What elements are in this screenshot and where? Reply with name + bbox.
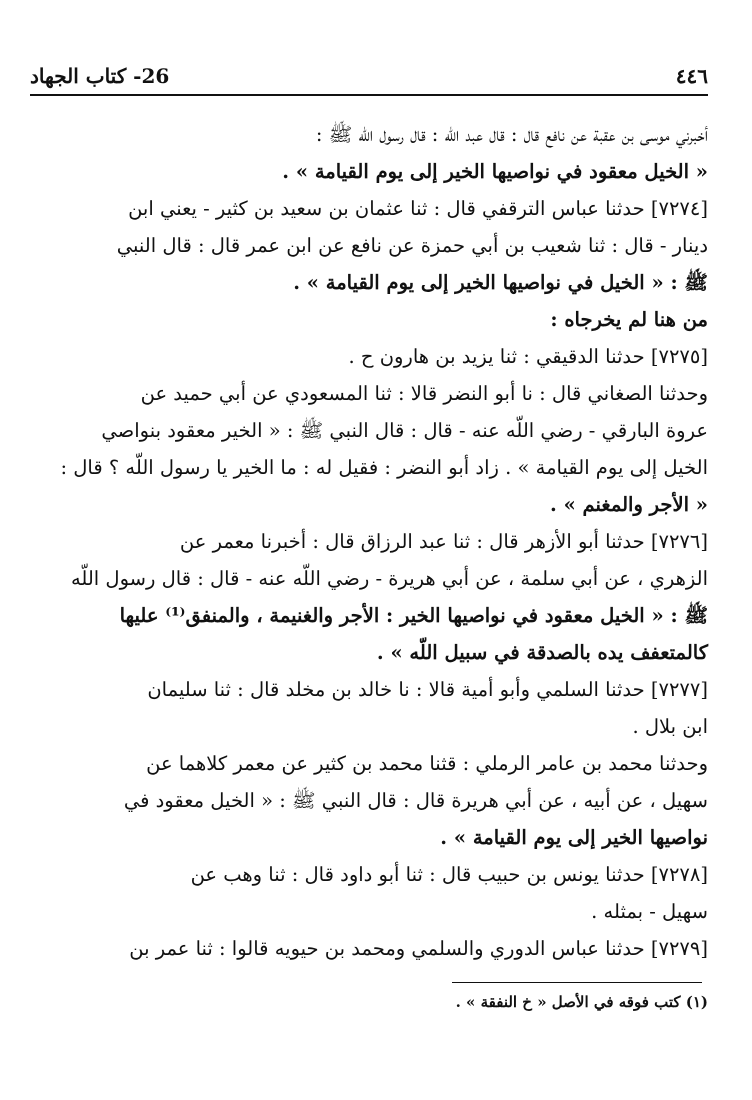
hadith-7278-line: [٧٢٧٨] حدثنا يونس بن حبيب قال : ثنا أبو داود قال : ثنا وهب عن [190, 863, 708, 886]
page-number: ٤٤٦ [675, 64, 708, 88]
text-line: أخبرني موسى بن عقبة عن نافع قال : قال عبد اللّه : قال رسول اللّه ﷺ : [315, 123, 708, 146]
text-line: سهيل ، عن أبيه ، عن أبي هريرة قال : قال النبي ﷺ : « الخيل معقود في [123, 789, 708, 812]
text-line: كالمتعفف يده بالصدقة في سبيل اللّه » . [376, 641, 708, 664]
text-line: الخيل إلى يوم القيامة » . زاد أبو النضر : فقيل له : ما الخير يا رسول اللّه ؟ قال : [60, 456, 708, 479]
footnote: (١) كتب فوقه في الأصل « خ النفقة » . [455, 993, 708, 1011]
text-line: ابن بلال . [632, 715, 708, 738]
main-text [30, 116, 708, 967]
hadith-7274-line: [٧٢٧٤] حدثنا عباس الترقفي قال : ثنا عثمان بن سعيد بن كثير - يعني ابن [128, 197, 708, 220]
text-line: دينار - قال : ثنا شعيب بن أبي حمزة عن نافع عن ابن عمر قال : قال النبي [116, 234, 708, 257]
text-line: وحدثنا محمد بن عامر الرملي : قثنا محمد بن كثير عن معمر كلاهما عن [146, 752, 708, 775]
text-line: « الأجر والمغنم » . [550, 493, 708, 516]
hadith-7276-line: [٧٢٧٦] حدثنا أبو الأزهر قال : ثنا عبد الرزاق قال : أخبرنا معمر عن [179, 530, 708, 553]
text-line: الزهري ، عن أبي سلمة ، عن أبي هريرة - رضي اللّه عنه - قال : قال رسول اللّه [70, 567, 708, 590]
text-line: سهيل - بمثله . [591, 900, 708, 923]
text-line: ﷺ : « الخيل في نواصيها الخير إلى يوم القيامة » . [293, 271, 708, 294]
chapter-title: 26- كتاب الجهاد [30, 64, 170, 88]
text-line: وحدثنا الصغاني قال : نا أبو النضر قالا : ثنا المسعودي عن أبي حميد عن [140, 382, 708, 405]
hadith-7279-line: [٧٢٧٩] حدثنا عباس الدوري والسلمي ومحمد بن حيويه قالوا : ثنا عمر بن [129, 937, 708, 960]
text-line: « الخيل معقود في نواصيها الخير إلى يوم القيامة » . [282, 160, 708, 183]
section-note: من هنا لم يخرجاه : [550, 308, 708, 331]
text-line: عروة البارقي - رضي اللّه عنه - قال : قال النبي ﷺ : « الخير معقود بنواصي [101, 419, 708, 442]
running-header [30, 58, 708, 96]
hadith-7275-line: [٧٢٧٥] حدثنا الدقيقي : ثنا يزيد بن هارون ح . [348, 345, 708, 368]
text-line: نواصيها الخير إلى يوم القيامة » . [440, 826, 708, 849]
footnote-divider [452, 982, 702, 983]
hadith-7277-line: [٧٢٧٧] حدثنا السلمي وأبو أمية قالا : نا خالد بن مخلد قال : ثنا سليمان [147, 678, 708, 701]
text-line: ﷺ : « الخيل معقود في نواصيها الخير : الأجر والغنيمة ، والمنفق⁽¹⁾ عليها [119, 604, 708, 627]
